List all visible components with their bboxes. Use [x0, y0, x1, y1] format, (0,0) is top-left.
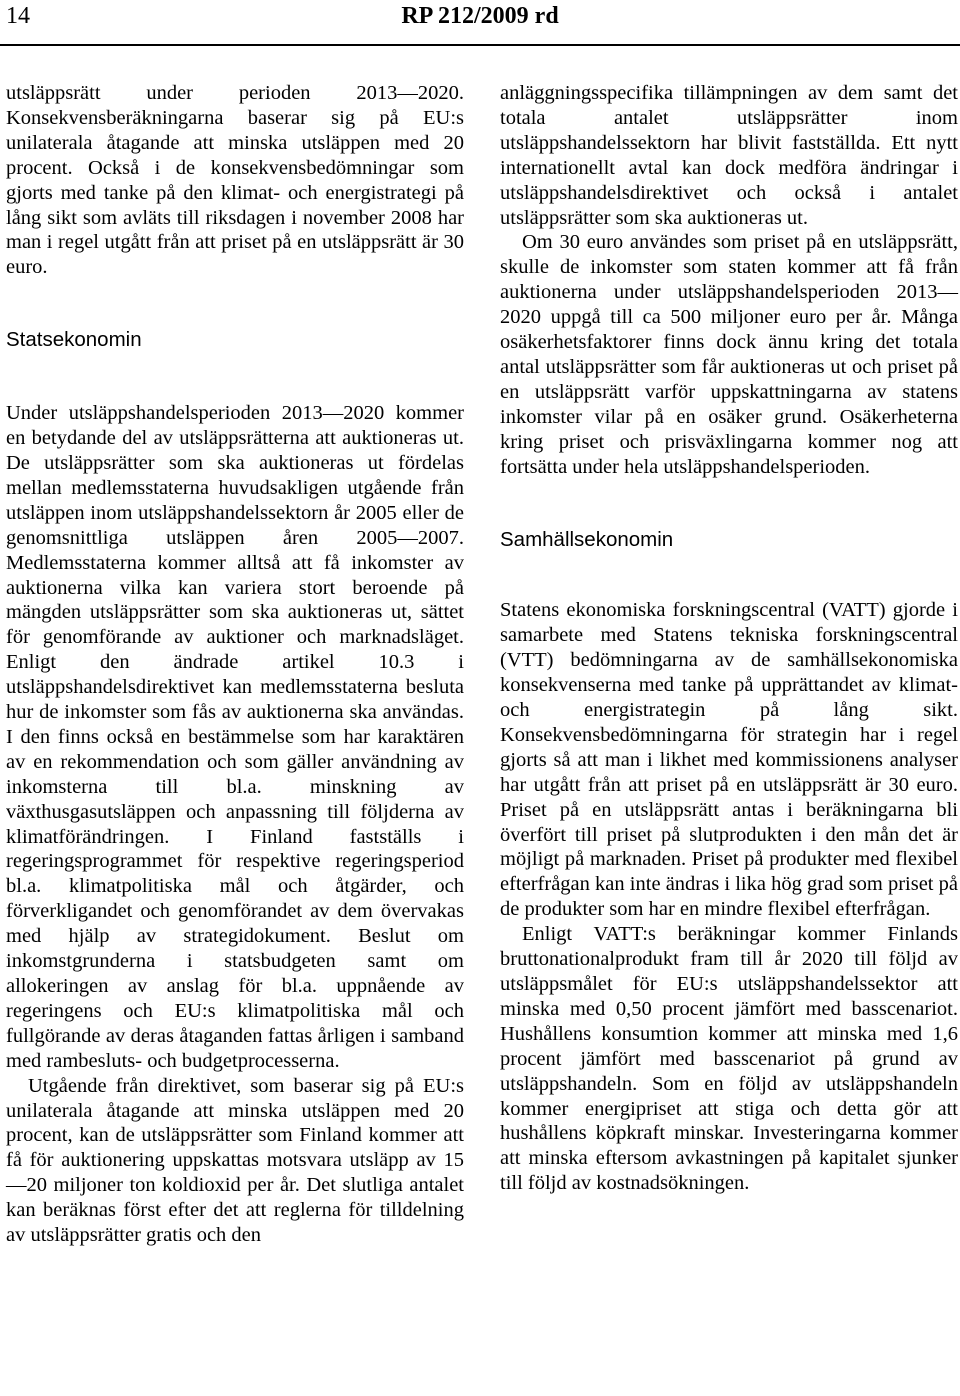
- header-rule: [0, 44, 960, 46]
- heading-statsekonomin: Statsekonomin: [6, 328, 142, 352]
- spacer: [6, 280, 464, 328]
- page-header: [0, 0, 960, 52]
- right-paragraph-1: anläggningsspecifika tillämpningen av dem samt det totala antalet utsläppsrätter inom utsläppshandelssektorn har blivit fastställda. Ett nytt internationellt avtal kan dock medföra ändringar i utsläppshandelsdirektivet och också i antalet utsläppsrätter som ska auktioneras ut.: [500, 82, 958, 229]
- heading-samhallsekonomin: Samhällsekonomin: [500, 527, 674, 551]
- right-paragraph-4: Enligt VATT:s beräkningar kommer Finlands bruttonationalprodukt fram till år 2020 till följd av utsläppsmålet för EU:s utsläppshandelssektor att minska med 0,50 procent jämfört med basscenariot. Hushållens konsumtion kommer att minska med 1,6 procent jämfört med basscenariot på grund av utsläppshandeln. Som en följd av utsläppshandeln kommer energipriset att stiga och detta gör att hushållens köpkraft minskar. Investeringarna kommer att minska eftersom avkastningen på kapitalet sjunker till följd av kostnadsökningen.: [500, 923, 958, 1195]
- publication-id: RP 212/2009 rd: [401, 3, 559, 29]
- right-paragraph-2: Om 30 euro användes som priset på en utsläppsrätt, skulle de inkomster som staten kommer att få från auktionerna under utsläppshandelsperioden 2013—2020 uppgå till ca 500 miljoner euro per år. Många osäkerhetsfaktorer finns dock ännu kring det totala antal utsläppsrätter som får auktioneras ut och priset på en utsläppsrätt varför uppskattningarna av statens inkomster vilar på en osäker grund. Osäkerheterna kring priset och prisväxlingarna kommer nog att fortsätta under hela utsläppshandelsperioden.: [500, 231, 958, 478]
- spacer: [6, 353, 464, 401]
- spacer: [500, 480, 958, 528]
- right-column: [500, 81, 958, 1196]
- left-paragraph-1: utsläppsrätt under perioden 2013—2020. Konsekvensberäkningarna baserar sig på EU:s unilaterala åtagande att minska utsläppen med 20 procent. Också i de konsekvensbedömningar som gjorts med tanke på den klimat- och energistrategi på lång sikt som avläts till riksdagen i november 2008 har man i regel utgått från att priset på en utsläppsrätt är 30 euro.: [6, 82, 464, 279]
- left-column: [6, 81, 464, 1248]
- right-paragraph-3: Statens ekonomiska forskningscentral (VATT) gjorde i samarbete med Statens tekniska forskningscentral (VTT) bedömningarna av de samhällsekonomiska konsekvenserna med tanke på upprättandet av klimat- och energistrategin på lång sikt. Konsekvensbedömningarna för strategin har i regel gjorts så att man i likhet med kommissionens analyser har utgått från att priset på en utsläppsrätt är 30 euro. Priset på en utsläppsrätt antas i beräkningarna bli överfört till priset på slutprodukten i den mån det är möjligt på marknaden. Priset på produkter med flexibel efterfrågan kan inte ändras i lika hög grad som priset på de produkter som har en mindre flexibel efterfrågan.: [500, 599, 958, 921]
- left-paragraph-2: Under utsläppshandelsperioden 2013—2020 kommer en betydande del av utsläppsrätterna att auktioneras ut. De utsläppsrätter som ska auktioneras ut fördelas mellan medlemsstaterna huvudsakligen utgående från utsläppen inom utsläppshandelssektorn år 2005 eller de genomsnittliga utsläppen åren 2005—2007. Medlemsstaterna kommer alltså att få inkomster av auktionerna vilka kan variera stort beroende på mängden utsläppsrätter som ska auktioneras ut, sättet för genomförande av auktioner och marknadsläget. Enligt den ändrade artikel 10.3 i utsläppshandelsdirektivet kan medlemsstaterna besluta hur de inkomster som fås av auktionerna ska användas. I den finns också en bestämmelse som har karaktären av en rekommendation och som gäller användning av inkomsterna till bl.a. minskning av växthusgasutsläppen och anpassning till följderna av klimatförändringen. I Finland fastställs i regeringsprogrammet för respektive regeringsperiod bl.a. klimatpolitiska mål och åtgärder, och förverkligandet och genomförandet av dem övervakas med hjälp av strategidokument. Beslut om inkomstgrunderna i statsbudgeten samt om allokeringen av anslag för bl.a. uppnående av regeringens och EU:s klimatpolitiska mål och fullgörande av deras åtaganden fattas årligen i samband med rambesluts- och budgetprocesserna.: [6, 402, 464, 1072]
- page-number: 14: [6, 3, 30, 29]
- spacer: [500, 552, 958, 598]
- left-paragraph-3: Utgående från direktivet, som baserar sig på EU:s unilaterala åtagande att minska utsläppen med 20 procent, kan de utsläppsrätter som Finland kommer att få för auktionering uppskattas motsvara utsläpp av 15—20 miljoner ton koldioxid per år. Det slutliga antalet kan beräknas först efter det att reglerna för tilldelning av utsläppsrätter gratis och den: [6, 1074, 464, 1247]
